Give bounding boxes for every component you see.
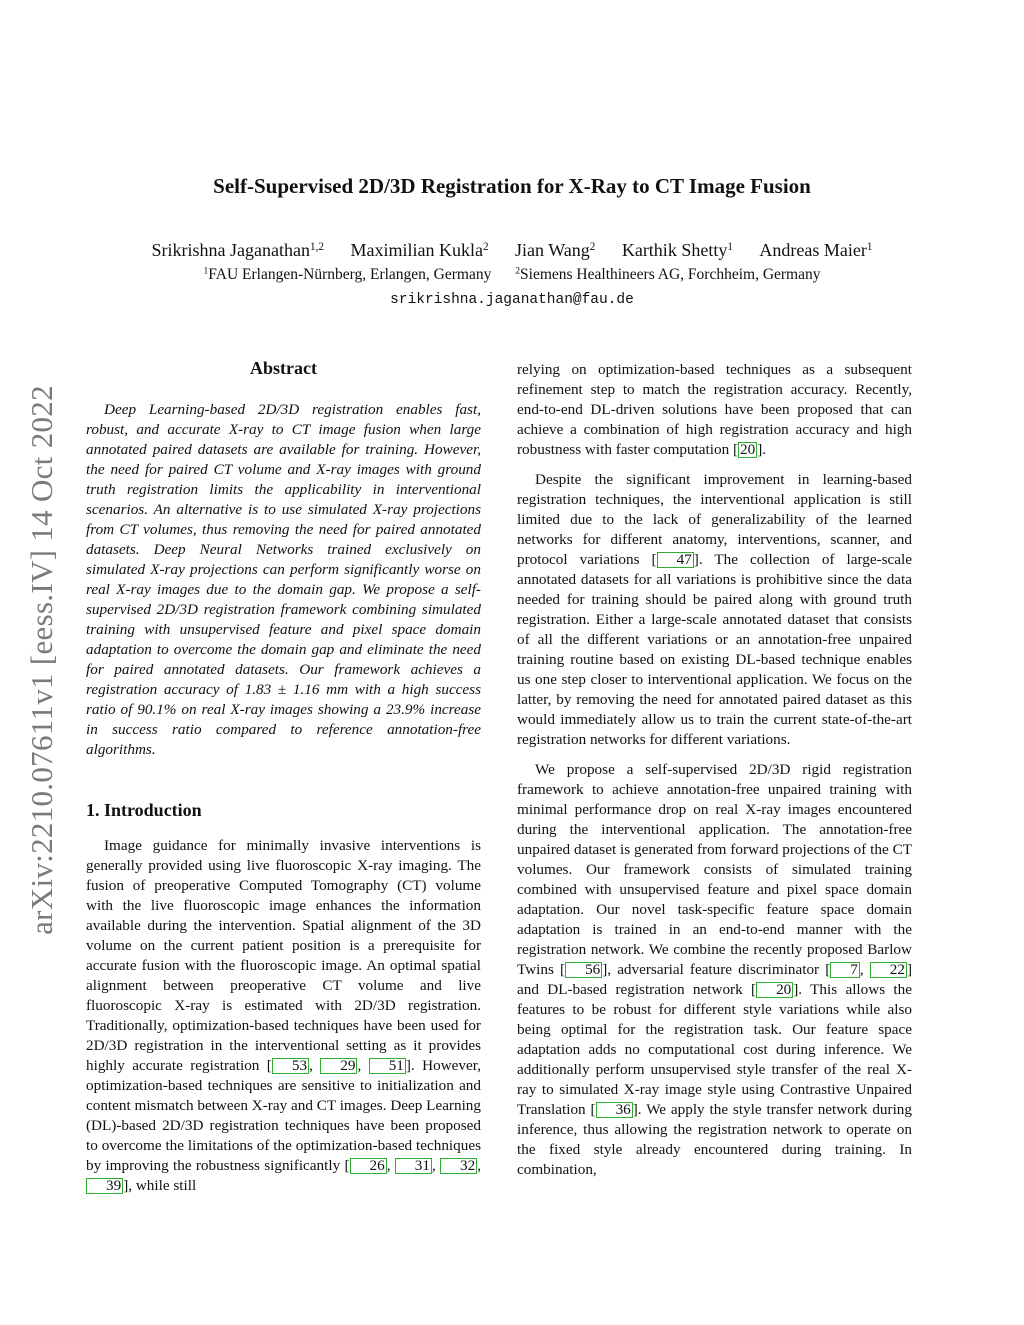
author: Karthik Shetty$^1$	[621, 240, 733, 260]
abstract-text: Deep Learning-based 2D/3D registration enables fast, robust, and accurate X-ray to CT image fusion when large annotated paired datasets are available for training. However, the need for paired CT volume and X-ray images with ground truth registration limits the applicability in interventional scenarios. An alternative is to use simulated X-ray projections from CT volumes, thus removing the need for paired annotated datasets. Deep Neural Networks trained exclusively on simulated X-ray projections can perform significantly worse on real X-ray images due to the domain gap. We propose a self-supervised 2D/3D registration framework combining simulated training with unsupervised feature and pixel space domain adaptation to overcome the domain gap and eliminate the need for paired annotated datasets. Our framework achieves a registration accuracy of 1.83 ± 1.16 mm with a high success ratio of 90.1% on real X-ray images showing a 23.9% increase in success ratio compared to reference annotation-free algorithms.	[86, 401, 481, 758]
citation-link[interactable]: 29	[320, 1058, 357, 1074]
citation-link[interactable]: 56	[565, 962, 602, 978]
author: Maximilian Kukla$^2$	[350, 240, 489, 260]
citation-link[interactable]: 32	[440, 1158, 477, 1174]
citation-link[interactable]: 47	[657, 552, 694, 568]
citation-link[interactable]: 22	[870, 962, 907, 978]
citation-link[interactable]: 31	[395, 1158, 432, 1174]
left-column	[86, 356, 481, 1196]
author: Srikrishna Jaganathan$^{1,2}$	[151, 240, 324, 260]
intro-paragraph: Image guidance for minimally invasive interventions is generally provided using live fluoroscopic X-ray imaging. The fusion of preoperative Computed Tomography (CT) volume with the live fluoroscopic image enhances the information available during the intervention. Spatial alignment of the 3D volume on the current patient position is a prerequisite for accurate fusion with the fluoroscopic image. An optimal spatial alignment between preoperative CT volume and live fluoroscopic X-ray is estimated with 2D/3D registration. Traditionally, optimization-based techniques have been used for 2D/3D registration in the interventional setting as it provides highly accurate registration [ 53 , 29 , 51 ]. However, optimization-based techniques are sensitive to initialization and content mismatch between X-ray and CT images. Deep Learning (DL)-based 2D/3D registration techniques have been proposed to overcome the limitations of the optimization-based techniques by improving the robustness significantly [ 26 , 31 , 32 , 39 ], while still	[86, 837, 482, 1194]
affiliation: $^1$FAU Erlangen-Nürnberg, Erlangen, Germany	[203, 265, 492, 283]
right-column	[517, 360, 912, 1180]
body-paragraph: We propose a self-supervised 2D/3D rigid registration framework to achieve annotation-free unpaired training with minimal performance drop on real X-ray images encountered during the interventional application. The annotation-free unpaired dataset is generated from forward projections of the CT volumes. Our framework consists of simulated training combined with unsupervised feature and pixel space domain adaptation. Our novel task-specific feature space domain adaptation is trained in an end-to-end manner with the registration network. We combine the recently proposed Barlow Twins [ 56 ], adversarial feature discriminator [ 7 , 22 ] and DL-based registration network [ 20 ]. This allows the features to be robust for different style variations while also being optimal for the registration task. Our feature space adaptation adds no computational cost during inference. We additionally perform unsupervised style transfer of the real X-ray to simulated X-ray image style using Contrastive Unpaired Translation [ 36 ]. We apply the style transfer network during inference, thus allowing the registration network to operate on the fixed style already encountered during training. In combination,	[517, 761, 912, 1178]
citation-link[interactable]: 7	[830, 962, 860, 978]
citation-link[interactable]: 51	[369, 1058, 406, 1074]
citation-link[interactable]: 26	[350, 1158, 387, 1174]
body-paragraph: Despite the significant improvement in learning-based registration techniques, the interventional application is still limited due to the lack of generalizability of the learned networks for different anatomy, interventions, scanner, and protocol variations [ 47 ]. The collection of large-scale annotated datasets for all variations is prohibitive since the data needed for training should be paired along with ground truth registration. Either a large-scale annotated dataset that consists of all the different variations or an annotation-free unpaired training routine based on existing DL-based technique enables us one step closer to interventional application. We focus on the latter, by removing the need for annotated paired dataset as this would immediately allow us to train the current state-of-the-art registration networks for different variations.	[517, 471, 913, 748]
author: Jian Wang$^2$	[515, 240, 596, 260]
affiliation-list	[0, 266, 1024, 284]
citation-link[interactable]: 20	[740, 441, 756, 458]
paper-title: Self-Supervised 2D/3D Registration for X-Ray to CT Image Fusion	[213, 174, 811, 198]
affiliation: $^2$Siemens Healthineers AG, Forchheim, Germany	[515, 265, 821, 283]
author: Andreas Maier$^1$	[759, 240, 873, 260]
author-list	[0, 240, 1024, 261]
arxiv-stamp: arXiv:2210.07611v1 [eess.IV] 14 Oct 2022	[24, 385, 59, 935]
body-paragraph: relying on optimization-based techniques as a subsequent refinement step to match the registration accuracy. Recently, end-to-end DL-driven solutions have been proposed that can achieve a combination of high registration accuracy and high robustness with faster computation [ 20 ].	[517, 361, 912, 458]
citation-link[interactable]: 39	[86, 1178, 123, 1194]
abstract-heading: Abstract	[250, 358, 317, 378]
citation-link[interactable]: 20	[756, 982, 793, 998]
citation-link[interactable]: 53	[272, 1058, 309, 1074]
author-email: srikrishna.jaganathan@fau.de	[390, 292, 634, 308]
section-heading: 1. Introduction	[86, 800, 202, 820]
citation-link[interactable]: 36	[596, 1102, 633, 1118]
